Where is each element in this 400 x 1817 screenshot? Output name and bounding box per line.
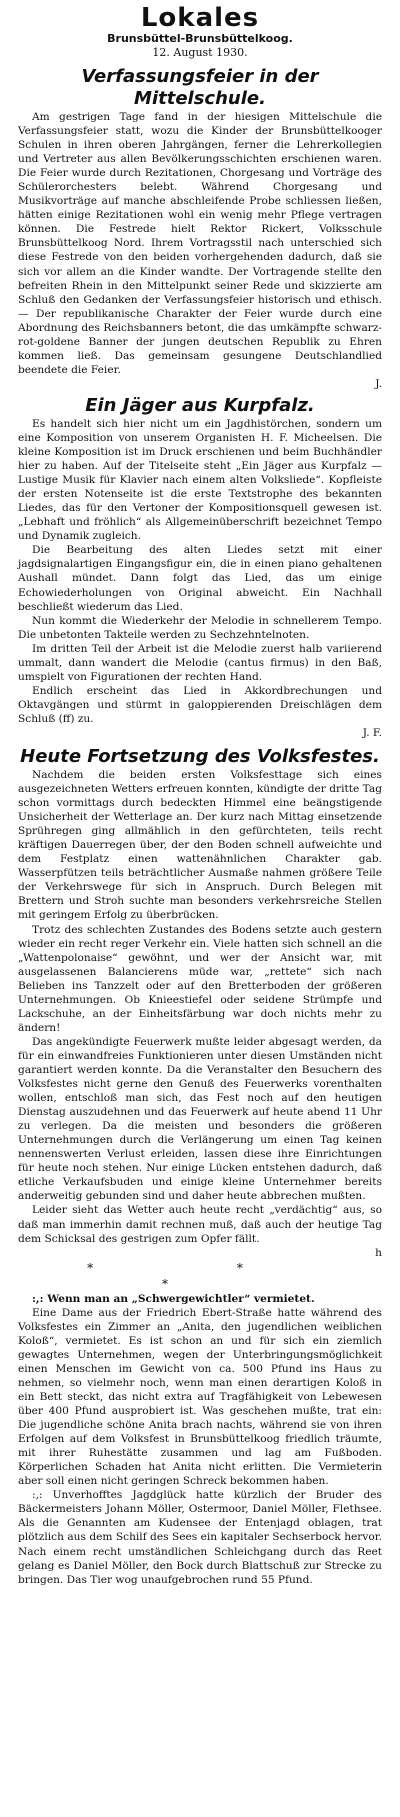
article-body bbox=[18, 110, 382, 391]
article-body bbox=[18, 1292, 382, 1587]
newspaper-page bbox=[18, 0, 382, 1587]
paragraph: Leider sieht das Wetter auch heute recht „verdächtig“ aus, so daß man immerhin damit rechnen muß, daß auch der heutige Tag dem Schicksal des gestrigen zum Opfer fällt. bbox=[18, 1204, 382, 1245]
section-title: Lokales bbox=[140, 3, 260, 33]
article-heading: Heute Fortsetzung des Volksfestes. bbox=[20, 746, 380, 768]
dateline-place: Brunsbüttel-Brunsbüttelkoog. bbox=[107, 32, 293, 45]
paragraph: Trotz des schlechten Zustandes des Bodens setzte auch gestern wieder ein recht reger Verkehr ein. Viele hatten sich schnell an die „Wattenpolonaise“ gewöhnt, und wer der Ansicht war, mit ausgelassenen Balancierens müde war, „rettete“ sich nach Belieben ins Tanzzelt oder auf den Bretterboden der größeren Unternehmungen. Ob Knieestiefel oder seidene Strümpfe und Lackschuhe, an der Einheitsfärbung war doch nichts mehr zu ändern! bbox=[18, 923, 382, 1034]
paragraph: Eine Dame aus der Friedrich Ebert-Straße hatte während des Volksfestes ein Zimmer an „Anita, den jugendlichen weiblichen Koloß“, vermietet. Es ist schon an und für sich ein ziemlich gewagtes Unternehmen, wegen der Unterbringungsmöglichkeit einen Menschen im Gewicht von ca. 500 Pfund ins Haus zu nehmen, so vielmehr noch, wenn man einen derartigen Koloß in ein Bett steckt, das nicht extra auf Tragfähigkeit von Lebewesen über 400 Pfund ausprobiert ist. Was geschehen mußte, trat ein: Die jugendliche schöne Anita brach nachts, während sie von ihren Erfolgen auf dem Volksfest in Brunsbüttelkoog friedlich träumte, mit ihrer Ruhestätte zusammen und lag am Fußboden. Körperlichen Schaden hat Anita nicht erlitten. Die Vermieterin aber soll einen nicht geringen Schreck bekommen haben. bbox=[18, 1306, 382, 1488]
signature: J. bbox=[375, 377, 382, 390]
section-divider: * * * bbox=[87, 1260, 313, 1291]
paragraph: Es handelt sich hier nicht um ein Jagdhistörchen, sondern um eine Komposition von unserem Organisten H. F. Micheelsen. Die kleine Komposition ist im Druck erschienen und beim Buchhändler hier zu haben. Auf der Titelseite steht „Ein Jäger aus Kurpfalz — Lustige Musik für Klavier nach einem alten Volksliede“. Kopfleiste der ersten Notenseite ist die erste Textstrophe des bekannten Liedes, das für den Vertoner der Kompositionsquell gewesen ist. „Lebhaft und fröhlich“ als Allgemeinüberschrift bezeichnet Tempo und Dynamik zugleich. bbox=[18, 417, 382, 543]
article-heading: Ein Jäger aus Kurpfalz. bbox=[85, 394, 315, 416]
article-body bbox=[18, 417, 382, 740]
article-heading: Verfassungsfeier in der Mittelschule. bbox=[81, 66, 319, 109]
dateline-date: 12. August 1930. bbox=[152, 46, 248, 59]
paragraph: Endlich erscheint das Lied in Akkordbrechungen und Oktavgängen und stürmt in galoppierenden Dreischlägen dem Schluß (ff) zu. bbox=[18, 684, 382, 725]
signature: J. F. bbox=[362, 726, 382, 739]
paragraph: Nachdem die beiden ersten Volksfesttage sich eines ausgezeichneten Wetters erfreuen konnten, kündigte der dritte Tag schon vormittags durch bedeckten Himmel eine beängstigende Unsicherheit der Wetterlage an. Der kurz nach Mittag einsetzende Sprühregen ging allmählich in den gefürchteten, teils recht kräftigen Dauerregen über, der den Boden schnell aufweichte und dem Festplatz einen wattenähnlichen Charakter gab. Wasserpfützen teils beträchtlicher Ausmaße nahmen größere Teile der Verkehrswege für sich in Anspruch. Durch Belegen mit Brettern und Stroh suchte man besonders verkehrsreiche Stellen mit geringem Erfolg zu überbrücken. bbox=[18, 769, 382, 922]
signature: h bbox=[375, 1246, 382, 1259]
paragraph: Das angekündigte Feuerwerk mußte leider abgesagt werden, da für ein einwandfreies Funktionieren unter diesen Umständen nicht garantiert werden konnte. Da die Veranstalter den Besuchern des Volksfestes nicht gerne den Genuß des Feuerwerks vorenthalten wollen, entschloß man sich, das Fest noch auf den heutigen Dienstag auszudehnen und das Feuerwerk auf heute abend 11 Uhr zu verlegen. Da die meisten und besonders die größeren Unternehmungen durch die Verlängerung um einen Tag keinen nennenswerten Verlust erleiden, lassen diese ihre Einrichtungen für heute noch stehen. Nur einige Lücken entstehen dadurch, daß etliche Verkaufsbuden und einige kleine Unternehmer bereits anderweitig gebunden sind und daher heute abbrechen mußten. bbox=[18, 1035, 382, 1203]
paragraph: Die Bearbeitung des alten Liedes setzt mit einer jagdsignalartigen Eingangsfigur ein, die in einen piano gehaltenen Aushall mündet. Dann folgt das Lied, das um einige Echowiederholungen von Original abweicht. Ein Nachhall beschließt wiederum das Lied. bbox=[18, 544, 382, 613]
paragraph: Nun kommt die Wiederkehr der Melodie in schnellerem Tempo. Die unbetonten Takteile werden zu Sechzehntelnoten. bbox=[18, 614, 382, 641]
paragraph: Im dritten Teil der Arbeit ist die Melodie zuerst halb variierend ummalt, dann wandert die Melodie (cantus firmus) in den Baß, umspielt von Figurationen der rechten Hand. bbox=[18, 642, 382, 683]
paragraph: :,: Unverhofftes Jagdglück hatte kürzlich der Bruder des Bäckermeisters Johann Möller, Ostermoor, Daniel Möller, Flethsee. Als die Genannten am Kudensee der Entenjagd oblagen, trat plötzlich aus dem Schilf des Sees ein kapitaler Sechserbock hervor. Nach einem recht umständlichen Schleichgang durch das Reet gelang es Daniel Möller, den Bock durch Blattschuß zur Strecke zu bringen. Das Tier wog unaufgebrochen rund 55 Pfund. bbox=[18, 1489, 382, 1586]
article-body bbox=[18, 768, 382, 1260]
article-heading: :,: Wenn man an „Schwergewichtler“ vermietet. bbox=[32, 1292, 315, 1305]
paragraph: Am gestrigen Tage fand in der hiesigen Mittelschule die Verfassungsfeier statt, wozu die Kinder der Brunsbüttelkooger Schulen in ihren oberen Jahrgängen, ferner die Lehrerkollegien und Vertreter aus allen Bevölkerungsschichten erschienen waren. Die Feier wurde durch Rezitationen, Chorgesang und Vorträge des Schülerorchesters belebt. Während Chorgesang und Musikvorträge auf manche abschleifende Probe schliessen ließen, hätten einige Rezitationen wohl ein wenig mehr Pflege vertragen können. Die Festrede hielt Rektor Rickert, Volksschule Brunsbüttelkoog Nord. Ihrem Vortragsstil nach unterschied sich diese Festrede von den beiden vorhergehenden dadurch, daß sie sich vor allem an die Kinder wandte. Der Vortragende stellte den befreiten Rhein in den Mittelpunkt seiner Rede und skizzierte am Schluß den Gedanken der Verfassungsfeier historisch und ethisch. — Der republikanische Charakter der Feier wurde durch eine Abordnung des Reichsbanners betont, die das umkämpfte schwarz-rot-goldene Banner der jungen deutschen Republik zu Ehren kommen ließ. Das gemeinsam gesungene Deutschlandlied beendete die Feier. bbox=[18, 111, 382, 376]
